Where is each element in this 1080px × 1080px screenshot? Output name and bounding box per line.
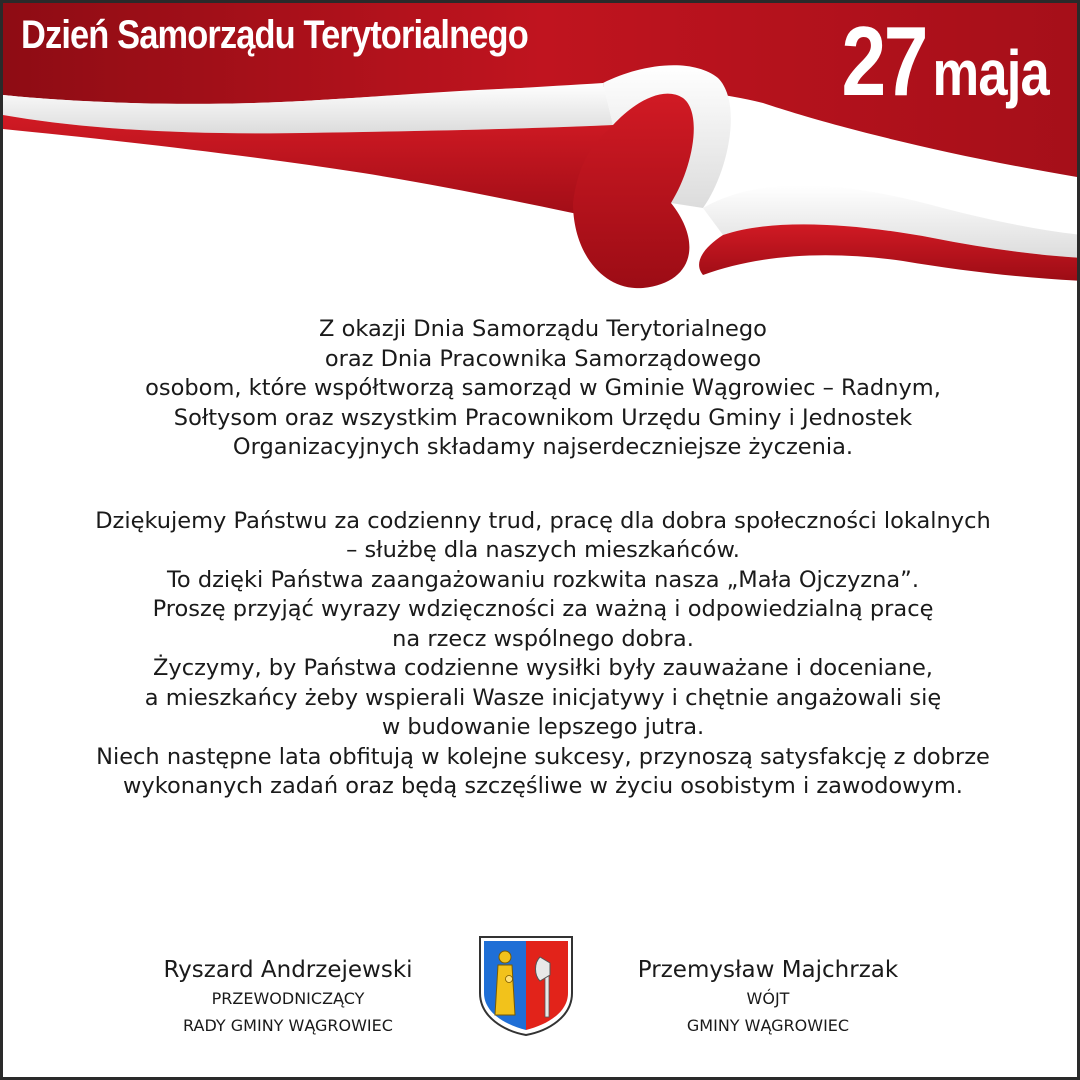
message-line: oraz Dnia Pracownika Samorządowego (324, 345, 762, 372)
signer-name: Przemysław Majchrzak (637, 957, 899, 983)
message-line: a mieszkańcy żeby wspierali Wasze inicjatywy i chętnie angażowali się (144, 684, 942, 711)
message-line: w budowanie lepszego jutra. (381, 714, 705, 740)
message-line: Proszę przyjąć wyrazy wdzięczności za ważną i odpowiedzialną pracę (152, 596, 934, 622)
message-line: Sołtysom oraz wszystkim Pracownikom Urzędu Gminy i Jednostek (173, 404, 913, 431)
date-month: maja (932, 37, 1049, 109)
signature-section (3, 933, 1080, 1053)
message-line: Życzymy, by Państwa codzienne wysiłki były zauważane i doceniane, (153, 655, 933, 681)
signer-role: GMINY WĄGROWIEC (686, 1016, 850, 1035)
date-badge (841, 6, 1049, 116)
message-line: osobom, które współtworzą samorząd w Gminie Wągrowiec – Radnym, (145, 375, 941, 401)
message-line: Organizacyjnych składamy najserdeczniejsze życzenia. (232, 434, 854, 460)
message-line: To dzięki Państwa zaangażowaniu rozkwita nasza „Mała Ojczyzna”. (167, 566, 919, 593)
coat-of-arms-icon (478, 935, 574, 1037)
signer-role: WÓJT (746, 989, 790, 1008)
paragraph-gap (23, 463, 1063, 507)
message-line: – służbę dla naszych mieszkańców. (346, 537, 740, 563)
message-line: Niech następne lata obfitują w kolejne sukcesy, przynoszą satysfakcję z dobrze (96, 743, 990, 770)
signer-role: PRZEWODNICZĄCY (211, 989, 365, 1008)
message-line: wykonanych zadań oraz będą szczęśliwe w życiu osobistym i zawodowym. (123, 773, 963, 799)
date-day: 27 (841, 6, 927, 116)
signer-mayor (603, 955, 933, 1039)
message-line: Z okazji Dnia Samorządu Terytorialnego (319, 316, 767, 342)
signer-role: RADY GMINY WĄGROWIEC (183, 1016, 393, 1035)
message-line: na rzecz wspólnego dobra. (392, 625, 694, 652)
message-line: Dziękujemy Państwu za codzienny trud, pracę dla dobra społeczności lokalnych (95, 507, 991, 534)
signer-name: Ryszard Andrzejewski (163, 957, 413, 983)
signer-chairman (138, 955, 438, 1039)
greeting-message (23, 315, 1063, 802)
header-title: Dzień Samorządu Terytorialnego (21, 13, 528, 57)
